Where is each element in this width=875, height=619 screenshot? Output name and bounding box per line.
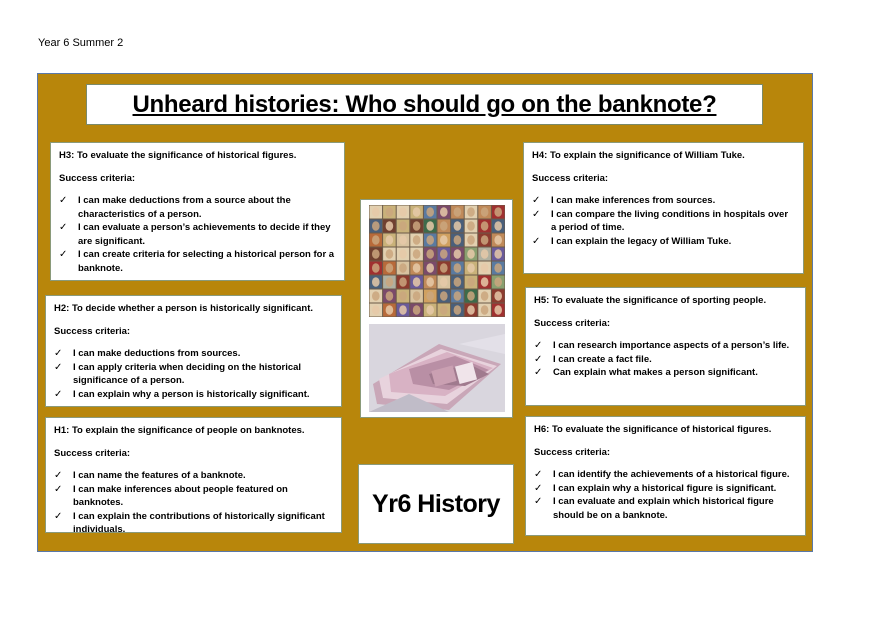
portrait-grid-image — [369, 205, 505, 317]
criteria-item: ✓ I can make inferences about people featured on banknotes. — [54, 483, 333, 510]
criteria-item: ✓ I can create criteria for selecting a historical person for a banknote. — [59, 248, 336, 275]
criteria-label: Success criteria: — [54, 447, 131, 459]
criteria-item: ✓ I can evaluate and explain which historical figure should be on a banknote. — [534, 495, 797, 522]
subject-label-box — [358, 464, 514, 544]
criteria-item: ✓ I can identify the achievements of a historical figure. — [534, 468, 797, 482]
objective: H4: To explain the significance of William Tuke. — [532, 150, 745, 161]
card-h5 — [525, 287, 806, 406]
criteria-item: ✓ I can make deductions from sources. — [54, 347, 333, 361]
criteria-item: ✓ I can create a fact file. — [534, 353, 797, 367]
objective: H2: To decide whether a person is historically significant. — [54, 303, 314, 314]
card-h2 — [45, 295, 342, 407]
criteria-label: Success criteria: — [534, 446, 611, 458]
card-h4 — [523, 142, 804, 274]
criteria-item: ✓ I can explain the contributions of historically significant individuals. — [54, 510, 333, 537]
criteria-item: ✓ I can research importance aspects of a person’s life. — [534, 339, 797, 353]
criteria-item: ✓ I can explain why a person is historically significant. — [54, 388, 333, 402]
criteria-item: ✓ I can explain the legacy of William Tuke. — [532, 235, 795, 249]
criteria-list — [534, 468, 797, 522]
image-panel — [360, 199, 513, 418]
card-h6 — [525, 416, 806, 536]
objective: H5: To evaluate the significance of sporting people. — [534, 295, 767, 306]
objective: H1: To explain the significance of people on banknotes. — [54, 425, 305, 436]
criteria-label: Success criteria: — [534, 317, 611, 329]
criteria-list — [534, 339, 797, 380]
subject-label: Yr6 History — [372, 489, 500, 518]
card-h3 — [50, 142, 345, 281]
criteria-item: ✓ I can make inferences from sources. — [532, 194, 795, 208]
criteria-list — [54, 469, 333, 537]
criteria-item: ✓ I can name the features of a banknote. — [54, 469, 333, 483]
criteria-label: Success criteria: — [59, 172, 136, 184]
objective: H3: To evaluate the significance of historical figures. — [59, 150, 297, 161]
objective: H6: To evaluate the significance of historical figures. — [534, 424, 772, 435]
criteria-label: Success criteria: — [532, 172, 609, 184]
page-title: Unheard histories: Who should go on the banknote? — [132, 90, 717, 118]
title-box — [86, 84, 763, 125]
criteria-item: ✓ I can make deductions from a source about the characteristics of a person. — [59, 194, 336, 221]
criteria-item: ✓ I can apply criteria when deciding on the historical significance of a person. — [54, 361, 333, 388]
criteria-item: ✓ I can evaluate a person’s achievements to decide if they are significant. — [59, 221, 336, 248]
header-label: Year 6 Summer 2 — [38, 37, 124, 49]
criteria-item: ✓ Can explain what makes a person significant. — [534, 366, 797, 380]
criteria-label: Success criteria: — [54, 325, 131, 337]
criteria-list — [59, 194, 336, 275]
criteria-item: ✓ I can compare the living conditions in hospitals over a period of time. — [532, 208, 795, 235]
banknotes-image — [369, 324, 505, 412]
criteria-list — [532, 194, 795, 248]
criteria-list — [54, 347, 333, 401]
criteria-item: ✓ I can explain why a historical figure is significant. — [534, 482, 797, 496]
card-h1 — [45, 417, 342, 533]
